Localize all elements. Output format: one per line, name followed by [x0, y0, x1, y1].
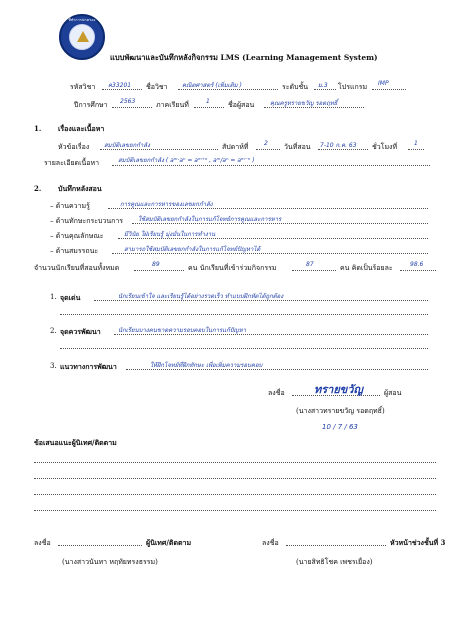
- subject-code-value: ค33201: [108, 82, 132, 89]
- strength-label: จุดเด่น: [60, 293, 81, 302]
- strength-number: 1.: [50, 293, 57, 301]
- total-label: จำนวนนักเรียนที่สอนทั้งหมด: [34, 264, 120, 272]
- form-title: แบบพัฒนาและบันทึกหลังกิจกรรม LMS (Learning Management System): [110, 53, 378, 62]
- improve-line-2: [60, 348, 428, 349]
- detail-value: สมบัติเลขยกกำลัง ( aᵐ·aⁿ = aᵐ⁺ⁿ , aᵐ/aⁿ = aᵐ⁻ⁿ ): [118, 157, 255, 164]
- subject-name-value: คณิตศาสตร์ (เพิ่มเติม ): [182, 82, 242, 89]
- supervisor-right-name: (นายสิทธิโชค เพชรเยื่อง): [296, 558, 373, 566]
- topic-label: หัวข้อเรื่อง: [58, 143, 90, 151]
- competency-label-text: ด้านสมรรถนะ: [55, 247, 99, 255]
- hour-line: [408, 149, 424, 150]
- percent-label: คน คิดเป็นร้อยละ: [340, 264, 393, 272]
- attribute-label: – ด้านคุณลักษณะ: [50, 232, 104, 240]
- grade-label: ระดับชั้น: [282, 83, 309, 91]
- section2-number: 2.: [34, 184, 42, 193]
- competency-value: สามารถใช้สมบัติเลขยกกำลังในการแก้โจทย์ปัญหาได้: [124, 246, 261, 253]
- subject-name-label: ชื่อวิชา: [146, 83, 168, 91]
- year-label: ปีการศึกษา: [74, 101, 108, 109]
- supervisor-right-role: หัวหน้าช่วงชั้นที่ 3: [390, 538, 446, 547]
- teacher-sign-date: 10 / 7 / 63: [322, 423, 358, 431]
- supervisor-line-1: [34, 462, 436, 463]
- logo-ring-text: ที่ทำการปกครอง: [68, 18, 96, 22]
- week-label: สัปดาห์ที่: [222, 143, 249, 151]
- teacher-sign-prefix: ลงชื่อ: [268, 389, 285, 397]
- program-line: [372, 89, 406, 90]
- term-line: [194, 107, 224, 108]
- term-value: 1: [206, 98, 210, 105]
- year-line: [112, 107, 152, 108]
- attend-value: 87: [306, 261, 314, 268]
- section1-heading: เรื่องและเนื้อหา: [58, 124, 105, 133]
- teacher-sign-name: (นางสาวทรายขวัญ รอดฤทธิ์): [296, 407, 385, 415]
- supervisor-line-2: [34, 478, 436, 479]
- date-label: วันที่สอน: [284, 143, 311, 151]
- teacher-sign-role: ผู้สอน: [384, 389, 402, 397]
- detail-line: [112, 165, 430, 166]
- skill-label: – ด้านทักษะกระบวนการ: [50, 217, 124, 225]
- hour-value: 1: [414, 140, 418, 147]
- percent-line: [400, 270, 436, 271]
- logo-triangle: [77, 31, 89, 42]
- attribute-value: มีวินัย ใฝ่เรียนรู้ มุ่งมั่นในการทำงาน: [124, 231, 216, 238]
- approach-label: แนวทางการพัฒนา: [60, 362, 117, 371]
- supervisor-heading: ข้อเสนอแนะผู้นิเทศ/ติดตาม: [34, 438, 117, 447]
- hour-label: ชั่วโมงที่: [372, 143, 398, 151]
- supervisor-left-prefix: ลงชื่อ: [34, 539, 51, 547]
- section1-number: 1.: [34, 124, 42, 133]
- term-label: ภาคเรียนที่: [156, 101, 189, 109]
- approach-value: ให้ฝึกโจทย์ที่ฝึกทักษะ เพื่อเพิ่มความรอบคอบ: [150, 362, 263, 369]
- supervisor-line-3: [34, 494, 436, 495]
- total-line: [134, 270, 184, 271]
- competency-label: – ด้านสมรรถนะ: [50, 247, 99, 255]
- knowledge-label: – ด้านความรู้: [50, 202, 90, 210]
- week-value: 2: [264, 140, 268, 147]
- strength-line-2: [60, 314, 428, 315]
- total-value: 89: [152, 261, 160, 268]
- improve-number: 2.: [50, 327, 57, 335]
- logo-inner: [69, 24, 95, 50]
- subject-code-label: รหัสวิชา: [70, 83, 96, 91]
- grade-value: ม.3: [318, 82, 328, 89]
- section2-heading: บันทึกหลังสอน: [58, 184, 102, 193]
- supervisor-left-name: (นางสาวนันทา หฤทัยทรงธรรม): [62, 558, 158, 566]
- teacher-signature: ทรายขวัญ: [314, 383, 363, 396]
- teacher-value: คุณครูทรายขวัญ รอดฤทธิ์: [270, 100, 338, 107]
- improve-label: จุดควรพัฒนา: [60, 327, 101, 336]
- program-value: IMP: [378, 80, 389, 87]
- strength-value: นักเรียนเข้าใจ และเรียนรู้ได้อย่างรวดเร็ว ทำแบบฝึกหัดได้ถูกต้อง: [118, 293, 284, 300]
- skill-value: ใช้สมบัติเลขยกกำลังในการแก้โจทย์การคูณและการหาร: [138, 216, 282, 223]
- supervisor-left-line: [58, 545, 142, 546]
- percent-value: 98.6: [410, 261, 424, 268]
- knowledge-label-text: ด้านความรู้: [55, 202, 90, 210]
- skill-label-text: ด้านทักษะกระบวนการ: [55, 217, 124, 225]
- attend-label: คน นักเรียนที่เข้าร่วมกิจกรรม: [188, 264, 277, 272]
- school-emblem-icon: [59, 14, 105, 60]
- topic-value: สมบัติเลขยกกำลัง: [104, 142, 150, 149]
- supervisor-right-line: [286, 545, 386, 546]
- improve-value: นักเรียนบางคนขาดความรอบคอบในการแก้ปัญหา: [118, 327, 246, 334]
- supervisor-right-prefix: ลงชื่อ: [262, 539, 279, 547]
- date-value: 7-10 ก.ค. 63: [320, 142, 357, 149]
- year-value: 2563: [120, 98, 136, 105]
- supervisor-left-role: ผู้นิเทศ/ติดตาม: [146, 538, 192, 547]
- teacher-label: ชื่อผู้สอน: [228, 101, 255, 109]
- approach-number: 3.: [50, 362, 57, 370]
- attend-line: [292, 270, 336, 271]
- week-line: [256, 149, 280, 150]
- knowledge-value: การคูณและการหารของเลขยกกำลัง: [120, 201, 213, 208]
- detail-label: รายละเอียดเนื้อหา: [44, 159, 100, 167]
- program-label: โปรแกรม: [338, 83, 368, 91]
- attribute-label-text: ด้านคุณลักษณะ: [55, 232, 104, 240]
- supervisor-line-4: [34, 510, 436, 511]
